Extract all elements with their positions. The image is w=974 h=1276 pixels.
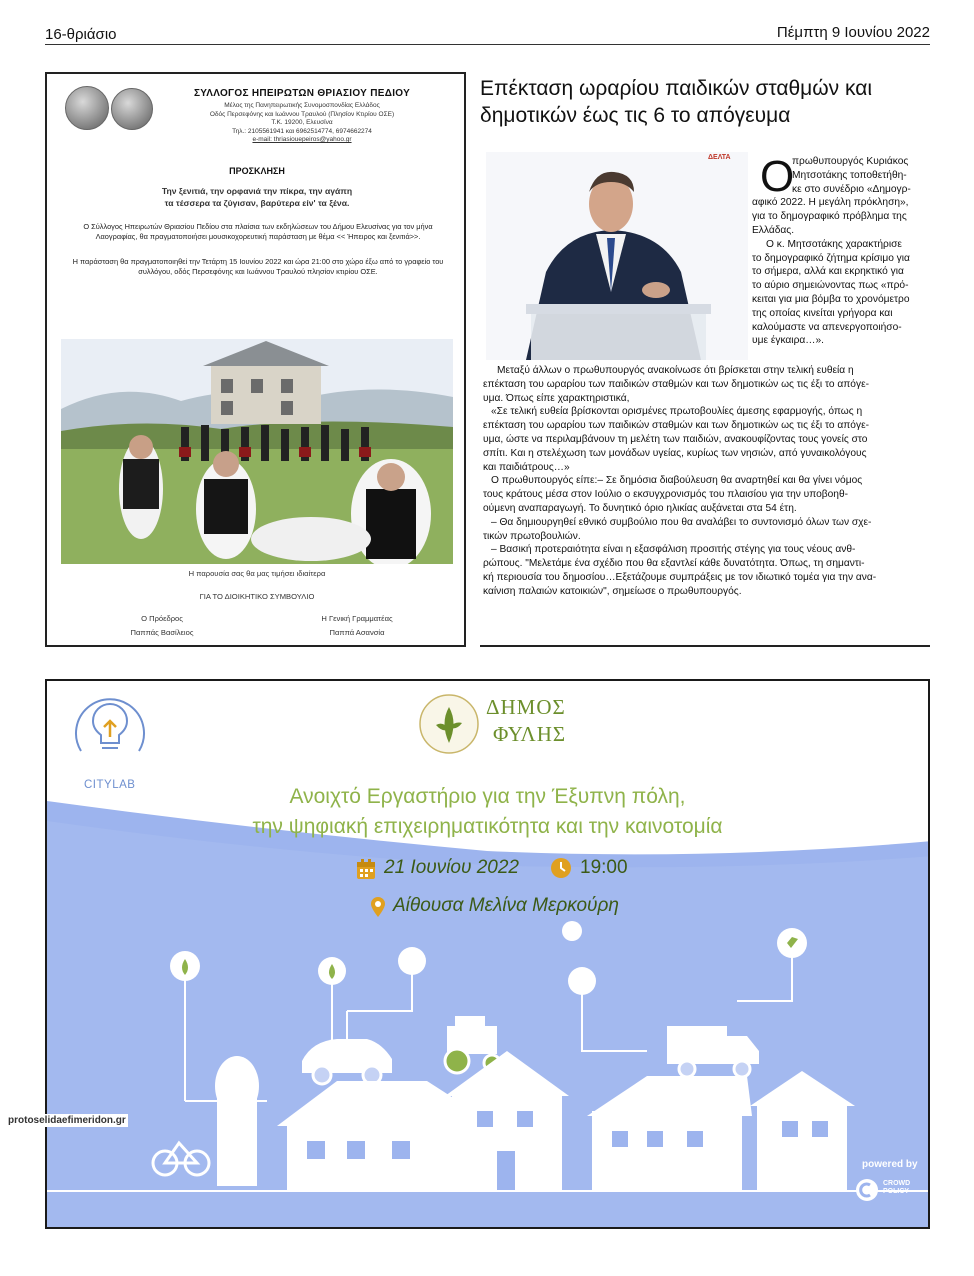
association-phones: Τηλ.: 2105561941 και 6962514774, 6974662274 xyxy=(232,127,372,135)
text-line: υμα, ώστε να περιλαμβάνουν τη μελέτη των παιδιών, ανακουφίζοντας τους γονείς στο xyxy=(483,433,868,445)
association-address-3: Τ.Κ. 19200, Ελευσίνα xyxy=(271,119,333,126)
sponsor-name xyxy=(883,1180,910,1196)
invitation-title: ΠΡΟΣΚΛΗΣΗ xyxy=(229,166,285,176)
association-address-1: Μέλος της Πανηπειρωτικής Συνομοσπονδίας Ελλάδος xyxy=(224,102,380,109)
location-pin-icon xyxy=(370,896,386,918)
text-line: ρώπους. "Μελετάμε ένα σχέδιο που θα εξαντλεί κάθε δυνατότητα. Όπως, τη σημαντι- xyxy=(483,558,865,570)
event-venue: Αίθουσα Μελίνα Μερκούρη xyxy=(393,895,619,916)
lightbulb-icon xyxy=(71,691,149,769)
association-name: ΣΥΛΛΟΓΟΣ ΗΠΕΙΡΩΤΩΝ ΘΡΙΑΣΙΟΥ ΠΕΔΙΟΥ xyxy=(193,88,411,99)
citylab-banner xyxy=(45,679,930,1229)
event-date: 21 Ιουνίου 2022 xyxy=(384,857,519,878)
text-line: – Βασική προτεραιότητα είναι η εξασφάλιση προσιτής στέγης για τους νέους ανθ- xyxy=(491,544,856,556)
association-address-2: Οδός Περσεφόνης και Ιωάννου Τραυλού (Πλησίον Κτιρίου ΟΣΕ) xyxy=(209,110,395,118)
text-line: για το δημογραφικό πρόβλημα της xyxy=(752,211,907,223)
article-wide-column xyxy=(483,364,929,599)
text-line: επέκταση του ωραρίου των παιδικών σταθμών και των δημοτικών ως τις έξι το απόγε- xyxy=(483,378,869,390)
text-line: το σήμερα, αλλά και εκρηκτικό για xyxy=(752,266,904,278)
municipality-name-line-1: ΔΗΜΟΣ xyxy=(486,695,566,719)
headline-line-1: Επέκταση ωραρίου παιδικών σταθμών και xyxy=(480,77,873,100)
motto-line-1: Την ξενιτιά, την ορφανιά την πίκρα, την αγάπη xyxy=(161,186,353,196)
powered-by-label: powered by xyxy=(862,1159,918,1170)
text-line: κε στο συνέδριο «Δημογρ- xyxy=(792,183,911,195)
article-narrow-column xyxy=(752,152,930,348)
association-email: e-mail: thriasiouepeiros@yahoo.gr xyxy=(252,136,352,143)
source-watermark: protoselidaefimeridon.gr xyxy=(8,1115,126,1126)
clock-icon xyxy=(550,857,572,879)
text-line: σπίτι. Και η στελέχωση των μονάδων υγείας, κυρίως των νησιών, από γυναικολόγους xyxy=(483,447,867,459)
event-time: 19:00 xyxy=(580,857,628,878)
calendar-icon xyxy=(356,858,376,880)
text-line: Ο κ. Μητσοτάκης χαρακτήρισε xyxy=(766,238,902,250)
text-line: τικών πρωτοβουλιών. xyxy=(483,530,581,542)
sponsor-line-2: POLICY xyxy=(883,1188,910,1195)
municipality-seal-icon xyxy=(418,693,480,755)
text-line: Μητσοτάκης τοποθετήθη- xyxy=(792,169,907,181)
municipality-name-line-2: ΦΥΛΗΣ xyxy=(493,722,567,746)
invitation-body: Ο Σύλλογος Ηπειρωτών Θριασίου Πεδίου στα πλαίσια των εκδηλώσεων του Δήμου Ελευσίνας για τον μήνα Λαογραφίας, θα πραγματοποιήσει μουσικοχορευτική παράσταση με θέμα << Ήπειρος και ξενιτιά>>. xyxy=(83,222,433,241)
text-line: Μεταξύ άλλων ο πρωθυπουργός ανακοίνωσε ότι βρίσκεται στην τελική ευθεία η xyxy=(497,365,854,376)
drop-cap: Ο xyxy=(760,152,795,201)
text-line: ούμενη αναπαραγωγή. Το δυνητικό όριο ηλικίας αυξάνεται στα 54 έτη. xyxy=(483,502,797,514)
text-line: καίνιση παλαιών κατοικιών", σημείωσε ο πρωθυπουργός. xyxy=(483,585,742,597)
text-line: υμα. Όπως είπε χαρακτηριστικά, xyxy=(483,392,630,404)
sponsor-line-1: CROWD xyxy=(883,1180,911,1187)
article-headline xyxy=(480,75,930,129)
text-line: αφικό 2022. Η μεγάλη πρόκληση», xyxy=(752,197,909,209)
president-name: Παππάς Βασίλειος xyxy=(130,628,194,637)
issue-date: Πέμπτη 9 Ιουνίου 2022 xyxy=(776,24,930,41)
text-line: Ο πρωθυπουργός είπε:– Σε δημόσια διαβούλευση θα αναρτηθεί και θα γίνει νόμος xyxy=(491,475,863,487)
header-rule xyxy=(45,44,930,45)
text-line: πρωθυπουργός Κυριάκος xyxy=(792,156,909,167)
presence-note: Η παρουσία σας θα μας τιμήσει ιδιαίτερα xyxy=(188,569,326,578)
text-line: κειται για μια βόμβα το χρονόμετρο xyxy=(752,293,910,305)
text-line: το δημογραφικό ζήτημα κρίσιμο για xyxy=(752,252,910,264)
ancient-coin-image xyxy=(111,88,153,130)
crowdpolicy-logo-icon xyxy=(855,1178,879,1202)
event-title-line-2: την ψηφιακή επιχειρηματικότητα και την καινοτομία xyxy=(252,815,723,838)
text-line: επέκταση του ωραρίου των παιδικών σταθμών και των δημοτικών ως τις έξι το απόγε- xyxy=(483,420,869,432)
text-line: και παιδιάτρους…» xyxy=(483,461,570,473)
performance-details: Η παράσταση θα πραγματοποιηθεί την Τετάρτη 15 Ιουνίου 2022 και ώρα 21:00 στο χώρο έξω από το γραφείο του συλλόγου, οδός Περσεφόνης και Ιωάννου Τραυλού πλησίον κτιρίου ΟΣΕ. xyxy=(72,257,444,276)
text-line: της οποίας κινείται γρήγορα και xyxy=(752,307,893,319)
text-line: τους κράτους μέσα στον Ιούλιο ο εκσυγχρονισμός του πλαισίου για την υποβοηθ- xyxy=(483,489,849,501)
event-title-line-1: Ανοιχτό Εργαστήριο για την Έξυπνη πόλη, xyxy=(289,785,686,808)
text-line: καλούμαστε να απενεργοποιήσο- xyxy=(752,321,902,333)
secretary-title: Η Γενική Γραμματέας xyxy=(321,614,393,623)
folk-dance-photo xyxy=(61,339,453,564)
text-line: Ελλάδας. xyxy=(752,224,795,236)
tv-logo: ΔΕΛΤΑ xyxy=(708,154,731,161)
page-number-section: 16-θριάσιο xyxy=(45,26,117,43)
ancient-coin-image xyxy=(65,86,109,130)
headline-line-2: δημοτικών έως τις 6 το απόγευμα xyxy=(480,104,791,127)
citylab-label: CITYLAB xyxy=(84,779,136,791)
president-title: Ο Πρόεδρος xyxy=(141,614,183,623)
text-line: κή περιουσία του δημοσίου…Εξετάζουμε συμπράξεις με τον ιδιωτικό τομέα για την ανα- xyxy=(483,571,877,583)
text-line: υμε έγκαιρα…». xyxy=(752,335,824,347)
prime-minister-photo xyxy=(486,152,748,360)
banner-background xyxy=(47,681,930,1229)
invitation-poster xyxy=(45,72,466,647)
text-line: – Θα δημιουργηθεί εθνικό συμβούλιο που θα αναλάβει το συντονισμό όλων των σχε- xyxy=(491,516,872,528)
text-line: «Σε τελική ευθεία βρίσκονται ορισμένες πρωτοβουλίες άμεσης εφαρμογής, όπως η xyxy=(491,406,863,418)
article-bottom-rule xyxy=(480,645,930,647)
secretary-name: Παππά Ασανσία xyxy=(329,628,385,637)
board-signature-title: ΓΙΑ ΤΟ ΔΙΟΙΚΗΤΙΚΟ ΣΥΜΒΟΥΛΙΟ xyxy=(199,592,315,601)
motto-line-2: τα τέσσερα τα ζύγισαν, βαρύτερα είν' τα ξένα. xyxy=(164,198,350,208)
text-line: το αύριο σημειώνοντας πως «πρό- xyxy=(752,280,909,292)
